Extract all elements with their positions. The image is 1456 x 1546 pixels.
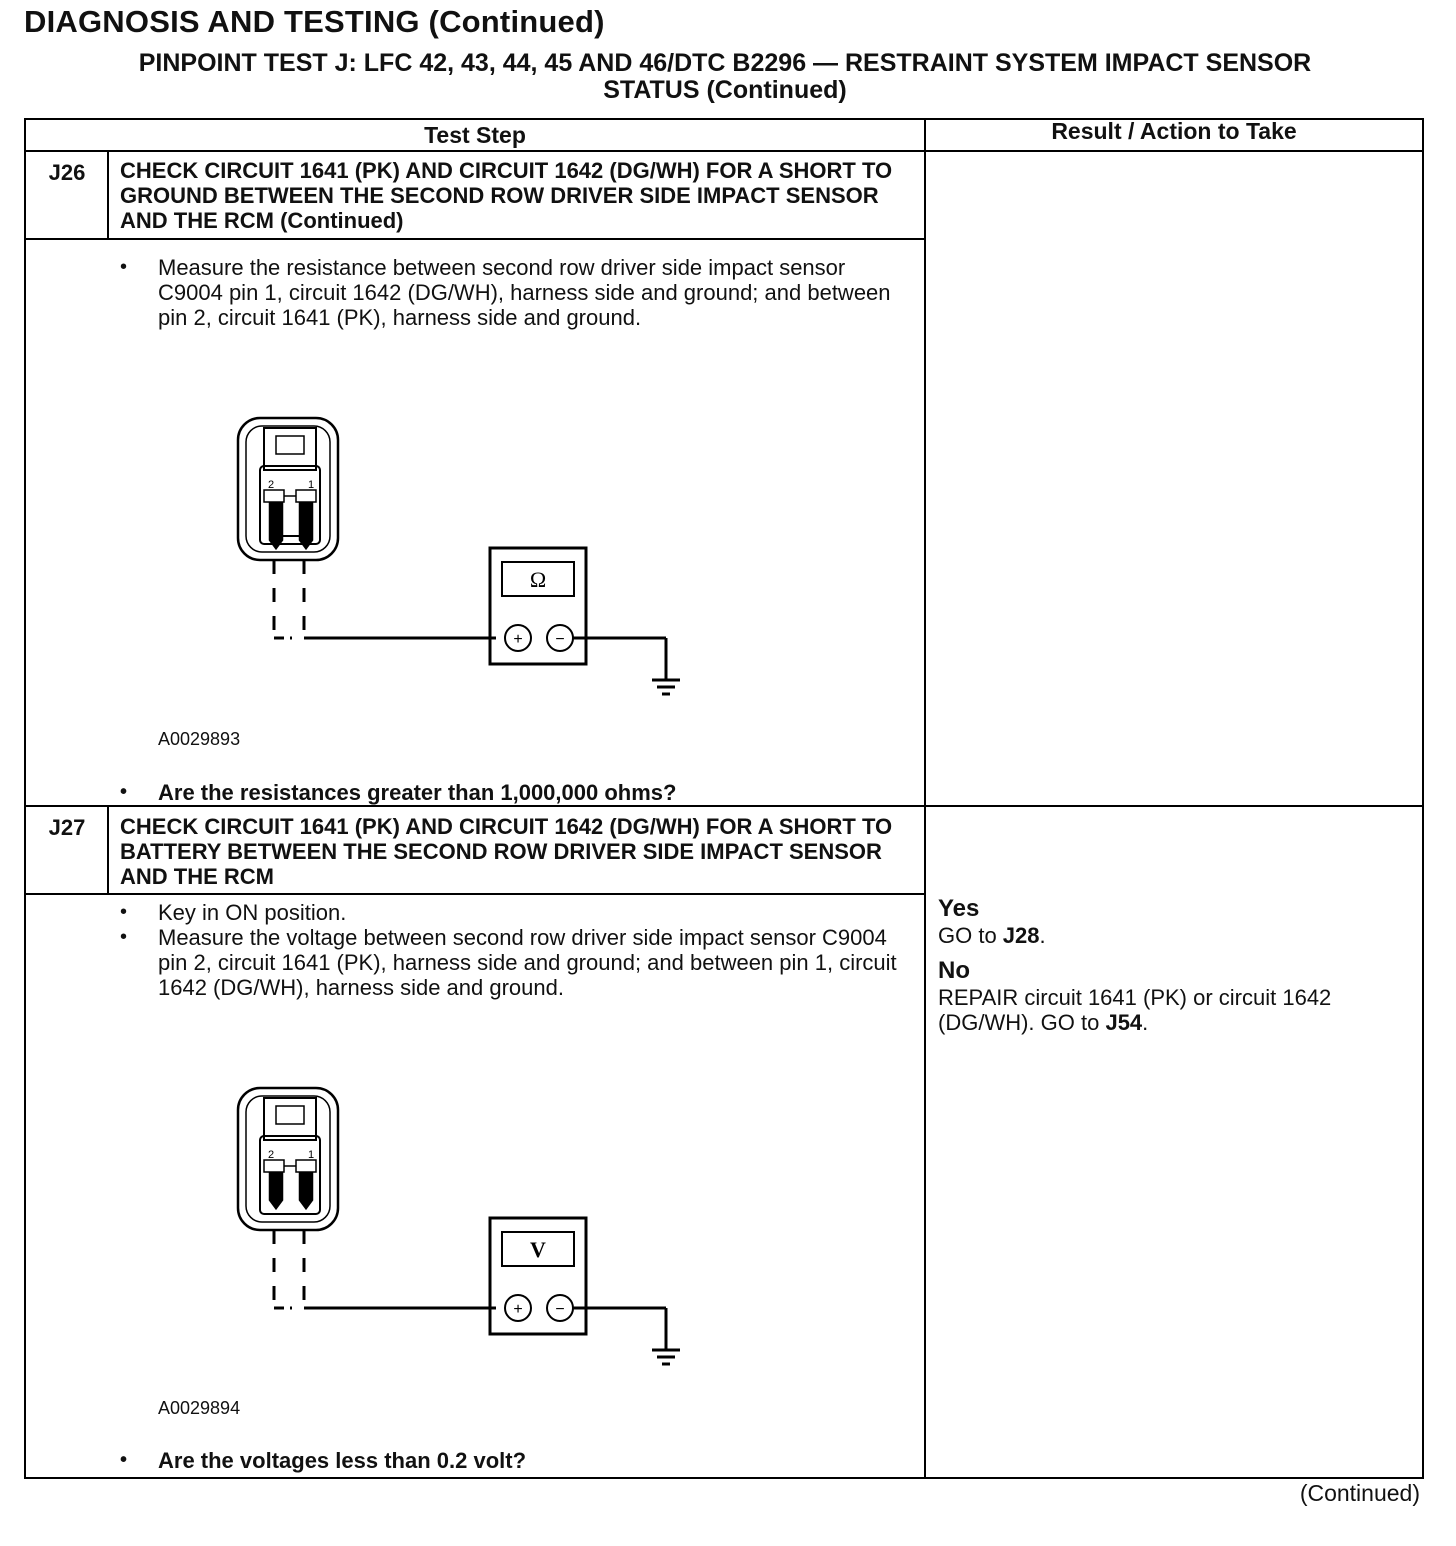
- instruction-item: • Key in ON position.: [118, 900, 908, 925]
- minus-terminal-label: −: [555, 1301, 565, 1318]
- continued-note: (Continued): [1299, 1480, 1420, 1506]
- result-yes-label: Yes: [938, 895, 980, 922]
- j26-ohmmeter-diagram: [220, 410, 700, 710]
- ground-icon: [573, 638, 680, 694]
- step-title: CHECK CIRCUIT 1641 (PK) AND CIRCUIT 1642 (DG/WH) FOR A SHORT TO GROUND BETWEEN THE SECOND ROW DRIVER SIDE IMPACT SENSOR AND THE RCM (Continued): [120, 158, 893, 233]
- table-bottom-border: [24, 1477, 1424, 1479]
- figure-code: A0029894: [158, 1398, 241, 1418]
- instruction-list: [118, 900, 908, 1000]
- pin-1-label: 1: [308, 1149, 315, 1161]
- j26-title-bottom: [24, 238, 925, 240]
- pinpoint-test-title: [40, 50, 1410, 104]
- minus-terminal-label: −: [555, 631, 565, 648]
- result-yes-action: GO to J28.: [938, 923, 1046, 948]
- step-id: J27: [48, 815, 86, 840]
- pinpoint-title-line-2: STATUS (Continued): [603, 76, 847, 104]
- link-j28: J28: [1002, 923, 1040, 948]
- j27-title-bottom: [24, 893, 925, 895]
- result-no-action: REPAIR circuit 1641 (PK) or circuit 1642 (DG/WH). GO to J54.: [938, 985, 1332, 1035]
- instruction-item: • Measure the resistance between second row driver side impact sensor C9004 pin 1, circuit 1642 (DG/WH), harness side and ground; and between pin 2, circuit 1641 (PK), harness side and ground.: [118, 255, 908, 330]
- table-left-border: [24, 118, 26, 1479]
- link-j54: J54: [1105, 1010, 1143, 1035]
- instruction-list: [118, 255, 908, 330]
- question-list: [118, 780, 908, 805]
- j27-result: [938, 896, 1408, 1035]
- column-header-result: Result / Action to Take: [1051, 118, 1297, 144]
- instruction-item: • Measure the voltage between second row driver side impact sensor C9004 pin 2, circuit 1641 (PK), harness side and ground; and between pin 1, circuit 1642 (DG/WH), harness side and ground.: [118, 925, 908, 1000]
- figure-code: A0029893: [158, 729, 241, 749]
- pin-2-label: 2: [268, 479, 275, 491]
- step-title: CHECK CIRCUIT 1641 (PK) AND CIRCUIT 1642 (DG/WH) FOR A SHORT TO BATTERY BETWEEN THE SECOND ROW DRIVER SIDE IMPACT SENSOR AND THE RCM: [120, 814, 893, 889]
- probe-leads: [274, 560, 496, 638]
- step-id: J26: [48, 160, 86, 185]
- connector-c9004-icon: [238, 1088, 338, 1230]
- connector-c9004-icon: [238, 418, 338, 560]
- plus-terminal-label: +: [513, 1301, 523, 1318]
- column-header-test-step: Test Step: [424, 122, 526, 148]
- table-right-border: [1422, 118, 1424, 1479]
- j27-voltmeter-diagram: [220, 1080, 700, 1380]
- table-column-divider: [924, 118, 926, 1479]
- result-no-label: No: [938, 957, 970, 984]
- ground-icon: [573, 1308, 680, 1364]
- volt-symbol: V: [530, 1237, 546, 1262]
- page-heading: DIAGNOSIS AND TESTING (Continued): [24, 4, 605, 39]
- row-divider: [24, 805, 1424, 807]
- probe-leads: [274, 1230, 496, 1308]
- question-list: [118, 1448, 908, 1473]
- plus-terminal-label: +: [513, 631, 523, 648]
- ohm-symbol: Ω: [529, 567, 547, 592]
- pinpoint-title-line-1: PINPOINT TEST J: LFC 42, 43, 44, 45 AND 46/DTC B2296 — RESTRAINT SYSTEM IMPACT SENSOR: [138, 49, 1312, 77]
- pin-1-label: 1: [308, 479, 315, 491]
- step-question: • Are the voltages less than 0.2 volt?: [118, 1448, 908, 1473]
- voltmeter-icon: [490, 1218, 586, 1334]
- table-header-divider: [24, 150, 1424, 152]
- ohmmeter-icon: [490, 548, 586, 664]
- step-question: • Are the resistances greater than 1,000,000 ohms?: [118, 780, 908, 805]
- pin-2-label: 2: [268, 1149, 275, 1161]
